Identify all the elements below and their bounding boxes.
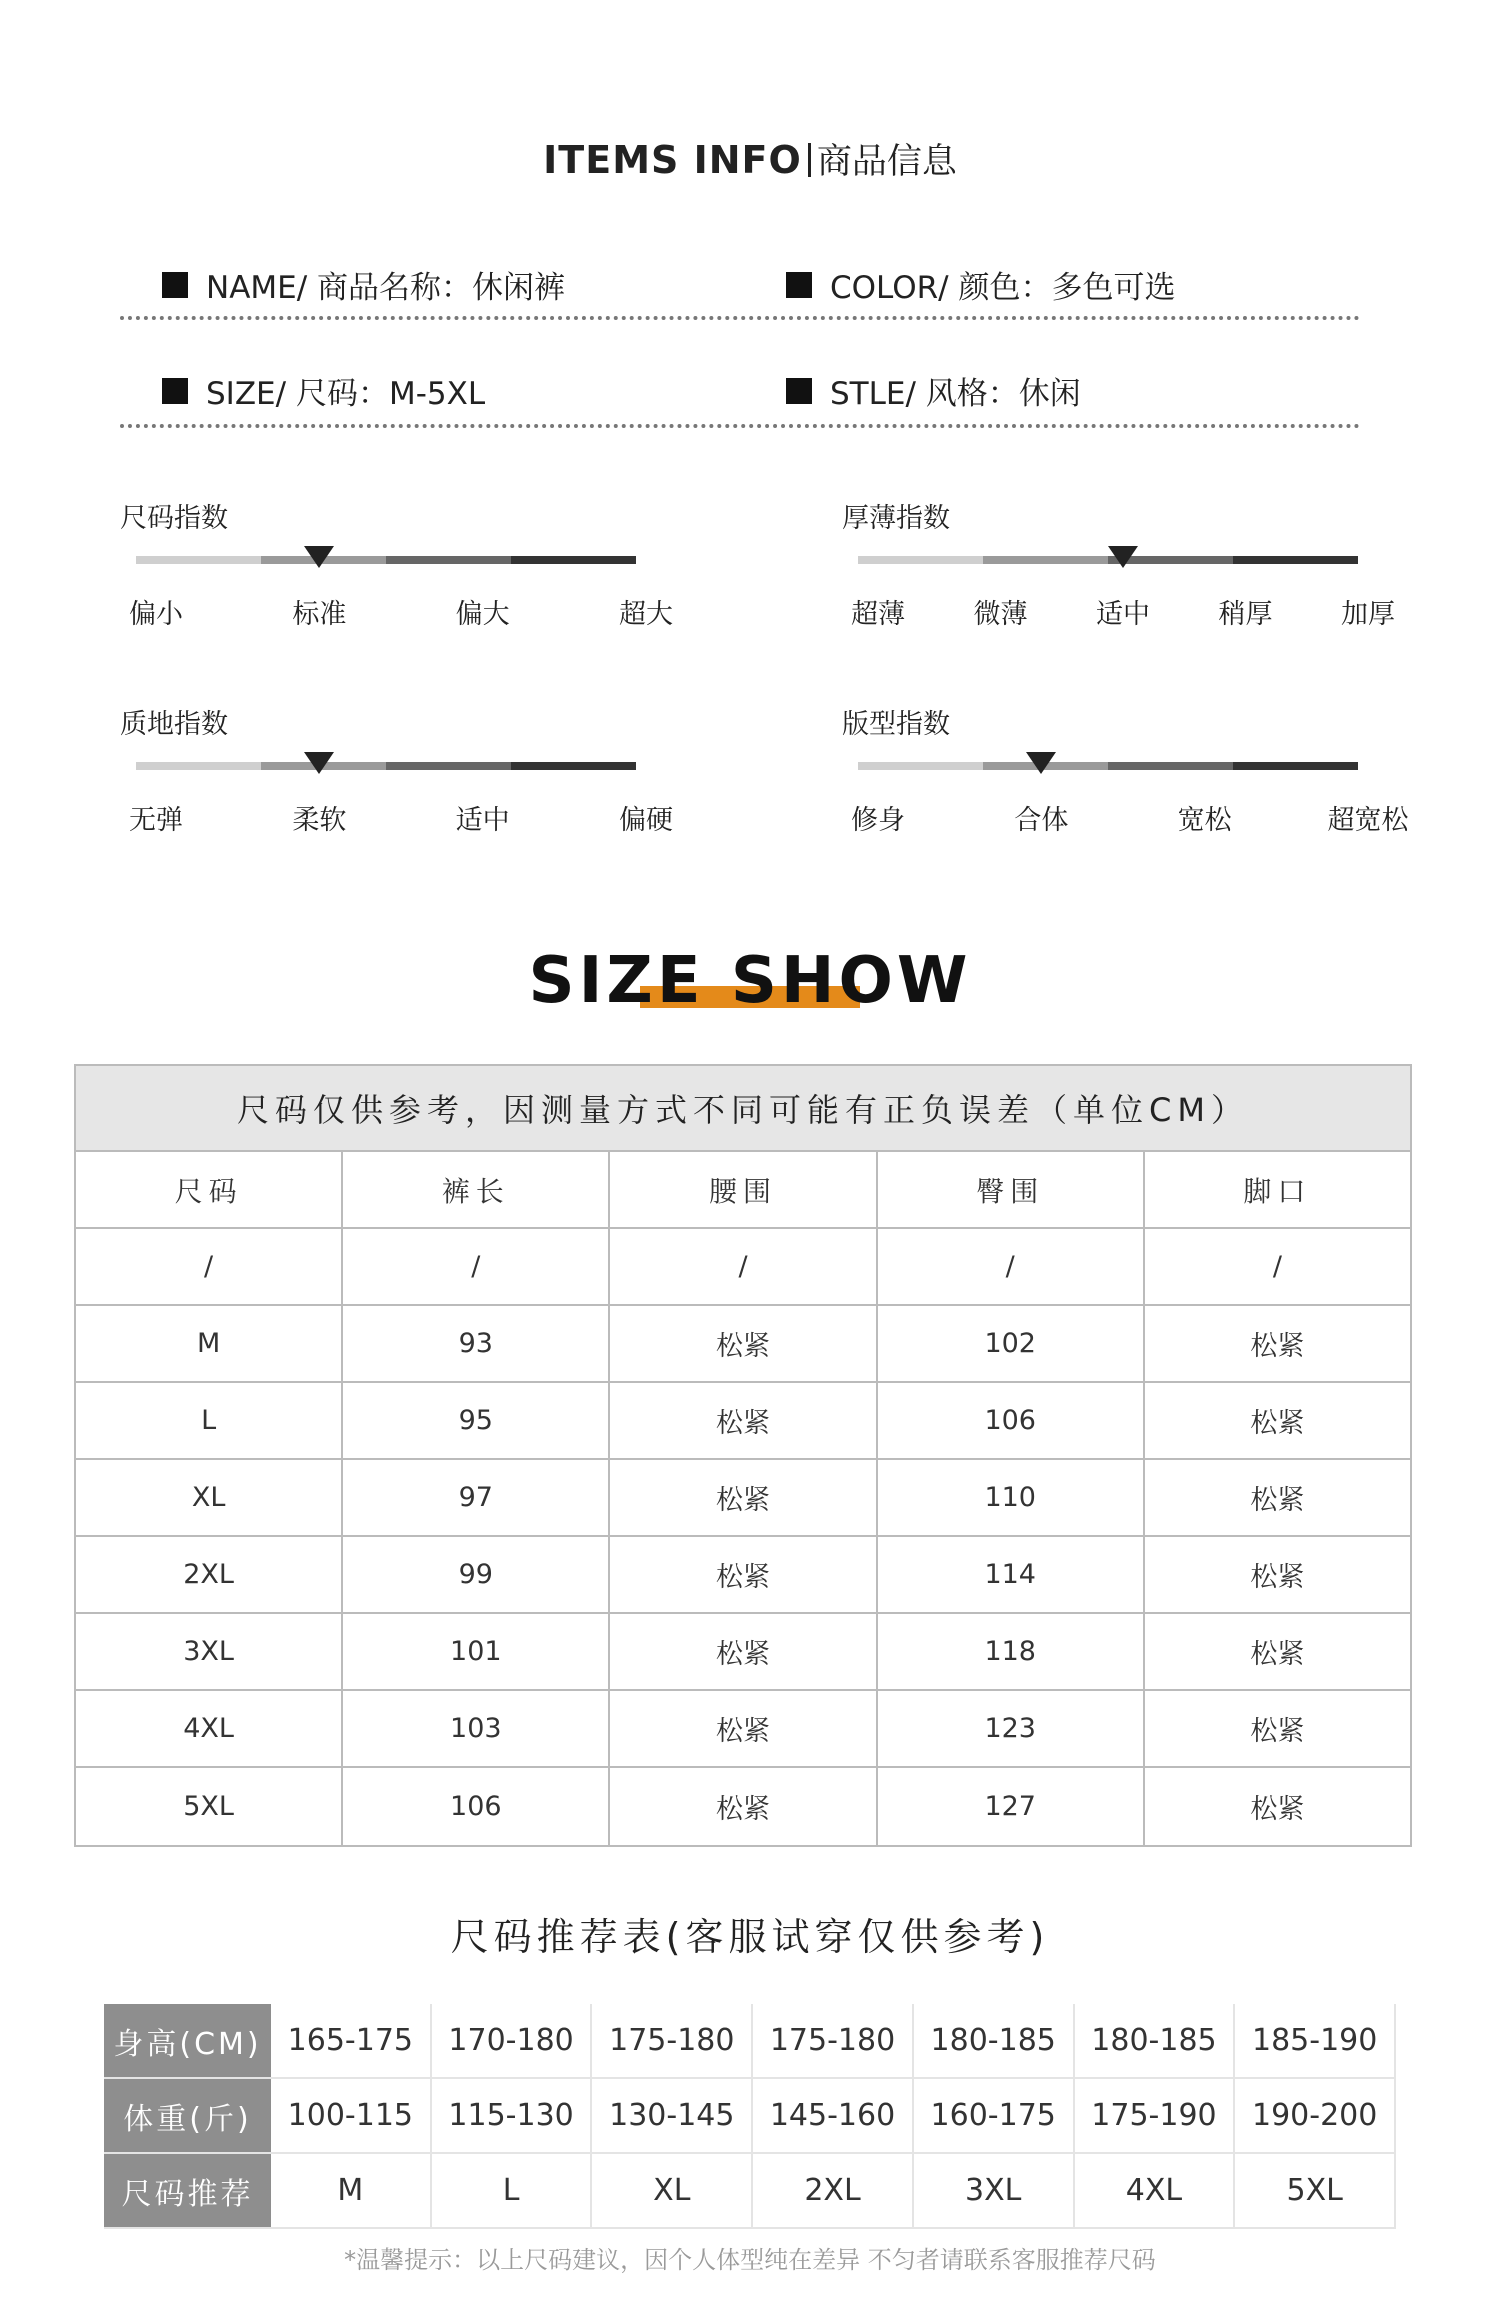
scale-bar-segment [1233, 762, 1358, 770]
recommend-row [104, 2154, 1396, 2229]
recommend-cell: 170-180 [432, 2004, 593, 2077]
recommend-row-head: 体重(斤) [104, 2079, 271, 2152]
table-cell: M [76, 1306, 343, 1381]
table-cell: 松紧 [610, 1460, 877, 1535]
scale-marker-icon [304, 752, 334, 774]
recommend-row-head: 尺码推荐 [104, 2154, 271, 2227]
bullet-square-icon [786, 272, 812, 298]
scale-bar [136, 762, 636, 770]
table-cell: 松紧 [1250, 1331, 1305, 1362]
dotted-divider [120, 424, 1360, 428]
recommend-row-head: 身高(CM) [104, 2004, 271, 2077]
info-color [786, 262, 1175, 307]
table-cell: 松紧 [1250, 1716, 1305, 1747]
items-info-title-cn: 商品信息 [816, 142, 957, 182]
recommend-cell: 145-160 [753, 2079, 914, 2152]
recommend-cell: 180-185 [1075, 2004, 1236, 2077]
recommend-cell: 100-115 [271, 2079, 432, 2152]
scale-label: 宽松 [1177, 805, 1232, 836]
dotted-divider [120, 316, 1360, 320]
size-table-caption: 尺码仅供参考，因测量方式不同可能有正负误差（单位CM） [76, 1066, 1410, 1152]
header-cell: 脚口 [1243, 1174, 1312, 1208]
recommend-cell: 5XL [1235, 2154, 1396, 2227]
scale-bar-segment [386, 762, 511, 770]
scale-label: 无弹 [129, 805, 183, 836]
scale-label: 偏小 [129, 599, 183, 630]
table-cell: / [343, 1229, 610, 1304]
size-show-title: SIZE SHOW [528, 944, 972, 1018]
info-style-text: STLE/ 风格：休闲 [830, 376, 1081, 412]
table-cell: 松紧 [610, 1768, 877, 1845]
scale-bar-segment [511, 762, 636, 770]
table-cell: 106 [343, 1768, 610, 1845]
header-cell: 臀围 [878, 1152, 1145, 1227]
table-row [76, 1537, 1410, 1614]
recommend-cell: 180-185 [914, 2004, 1075, 2077]
table-row [76, 1691, 1410, 1768]
scale-label: 合体 [1014, 805, 1069, 836]
size-show-heading [0, 944, 1500, 1018]
info-size [162, 368, 485, 413]
texture-index-title: 质地指数 [120, 709, 228, 740]
header-cell: 尺码 [76, 1152, 343, 1227]
table-cell: 97 [343, 1460, 610, 1535]
table-cell: 松紧 [610, 1614, 877, 1689]
table-cell: 松紧 [610, 1537, 877, 1612]
scale-marker-icon [304, 546, 334, 568]
table-row [76, 1768, 1410, 1845]
table-cell: 5XL [76, 1768, 343, 1845]
recommend-cell: 185-190 [1235, 2004, 1396, 2077]
table-cell: XL [76, 1460, 343, 1535]
scale-bar-segment [136, 556, 261, 564]
recommend-row [104, 2004, 1396, 2079]
table-cell: 106 [878, 1383, 1145, 1458]
table-cell: 123 [878, 1691, 1145, 1766]
recommend-cell: 3XL [914, 2154, 1075, 2227]
table-cell: 101 [343, 1614, 610, 1689]
scale-labels [842, 798, 1409, 838]
recommend-row [104, 2079, 1396, 2154]
recommend-cell: M [271, 2154, 432, 2227]
scale-label: 修身 [851, 805, 905, 836]
table-cell: / [878, 1229, 1145, 1304]
info-style [786, 368, 1081, 413]
table-row [76, 1614, 1410, 1691]
scale-label: 适中 [1096, 599, 1150, 630]
table-cell: 127 [878, 1768, 1145, 1845]
scale-marker-icon [1108, 546, 1138, 568]
scale-labels [120, 592, 673, 632]
scale-label: 偏硬 [619, 805, 673, 836]
header-cell: 腰围 [610, 1152, 877, 1227]
table-cell: 松紧 [1250, 1639, 1305, 1670]
size-table-header [76, 1152, 1410, 1229]
scale-label: 偏大 [455, 599, 510, 630]
recommend-title: 尺码推荐表(客服试穿仅供参考) [450, 1915, 1050, 1959]
table-cell: 102 [878, 1306, 1145, 1381]
scale-label: 适中 [455, 805, 510, 836]
table-cell: 2XL [76, 1537, 343, 1612]
table-cell: 99 [343, 1537, 610, 1612]
table-cell: / [1272, 1251, 1282, 1282]
scale-bar-segment [858, 762, 983, 770]
table-cell: 松紧 [1250, 1562, 1305, 1593]
scale-label: 标准 [292, 599, 347, 630]
scale-bar-segment [386, 556, 511, 564]
scale-bar-segment [1108, 762, 1233, 770]
table-cell: 松紧 [610, 1383, 877, 1458]
bullet-square-icon [162, 272, 188, 298]
table-cell: 松紧 [610, 1691, 877, 1766]
header-cell: 裤长 [343, 1152, 610, 1227]
table-cell: / [76, 1229, 343, 1304]
info-color-text: COLOR/ 颜色：多色可选 [830, 270, 1176, 306]
recommend-cell: 160-175 [914, 2079, 1075, 2152]
scale-marker-icon [1026, 752, 1056, 774]
scale-bar-segment [983, 556, 1108, 564]
size-index-title: 尺码指数 [120, 503, 228, 534]
scale-label: 稍厚 [1218, 599, 1273, 630]
table-cell: 4XL [76, 1691, 343, 1766]
recommend-cell: 175-180 [753, 2004, 914, 2077]
title-separator [808, 143, 811, 177]
recommend-cell: 190-200 [1235, 2079, 1396, 2152]
scale-label: 柔软 [292, 805, 347, 836]
scale-bar [858, 762, 1358, 770]
recommend-cell: 115-130 [432, 2079, 593, 2152]
scale-bar-segment [511, 556, 636, 564]
info-row-2 [120, 368, 1360, 428]
recommend-cell: L [432, 2154, 593, 2227]
table-cell: 110 [878, 1460, 1145, 1535]
recommend-cell: 175-190 [1075, 2079, 1236, 2152]
scale-label: 加厚 [1341, 599, 1395, 630]
recommend-cell: 175-180 [592, 2004, 753, 2077]
recommend-table [104, 2004, 1396, 2229]
scale-label: 超大 [619, 599, 673, 630]
table-row [76, 1306, 1410, 1383]
table-cell: 松紧 [610, 1306, 877, 1381]
table-cell: 松紧 [1250, 1485, 1305, 1516]
table-cell: L [76, 1383, 343, 1458]
size-table [74, 1064, 1412, 1847]
recommend-cell: 130-145 [592, 2079, 753, 2152]
scale-label: 超薄 [851, 599, 905, 630]
info-name-text: NAME/ 商品名称：休闲裤 [206, 270, 566, 306]
table-cell: 93 [343, 1306, 610, 1381]
table-row [76, 1460, 1410, 1537]
table-cell: 松紧 [1250, 1408, 1305, 1439]
scale-label: 微薄 [973, 599, 1028, 630]
info-row-1 [120, 262, 1360, 322]
scale-bar [136, 556, 636, 564]
recommend-cell: 2XL [753, 2154, 914, 2227]
scale-bar-segment [1233, 556, 1358, 564]
scale-label: 超宽松 [1327, 805, 1409, 836]
recommend-cell: 4XL [1075, 2154, 1236, 2227]
table-cell: 114 [878, 1537, 1145, 1612]
table-cell: 118 [878, 1614, 1145, 1689]
recommend-tip: *温馨提示：以上尺码建议，因个人体型纯在差异 不匀者请联系客服推荐尺码 [344, 2246, 1156, 2274]
table-cell: 95 [343, 1383, 610, 1458]
recommend-cell: 165-175 [271, 2004, 432, 2077]
scale-bar-segment [136, 762, 261, 770]
fit-index-title: 版型指数 [842, 709, 950, 740]
table-cell: 松紧 [1250, 1794, 1305, 1825]
info-name [162, 262, 565, 307]
info-size-text: SIZE/ 尺码：M-5XL [206, 376, 486, 412]
recommend-cell: XL [592, 2154, 753, 2227]
table-row [76, 1383, 1410, 1460]
scale-labels [842, 592, 1395, 632]
size-table-body [76, 1229, 1410, 1845]
table-row [76, 1229, 1410, 1306]
scale-bar-segment [858, 556, 983, 564]
bullet-square-icon [162, 378, 188, 404]
items-info-title [0, 134, 1500, 184]
table-cell: 103 [343, 1691, 610, 1766]
table-cell: 3XL [76, 1614, 343, 1689]
thickness-index-title: 厚薄指数 [842, 503, 950, 534]
items-info-title-en: ITEMS INFO [543, 138, 802, 182]
scale-labels [120, 798, 673, 838]
bullet-square-icon [786, 378, 812, 404]
table-cell: / [610, 1229, 877, 1304]
